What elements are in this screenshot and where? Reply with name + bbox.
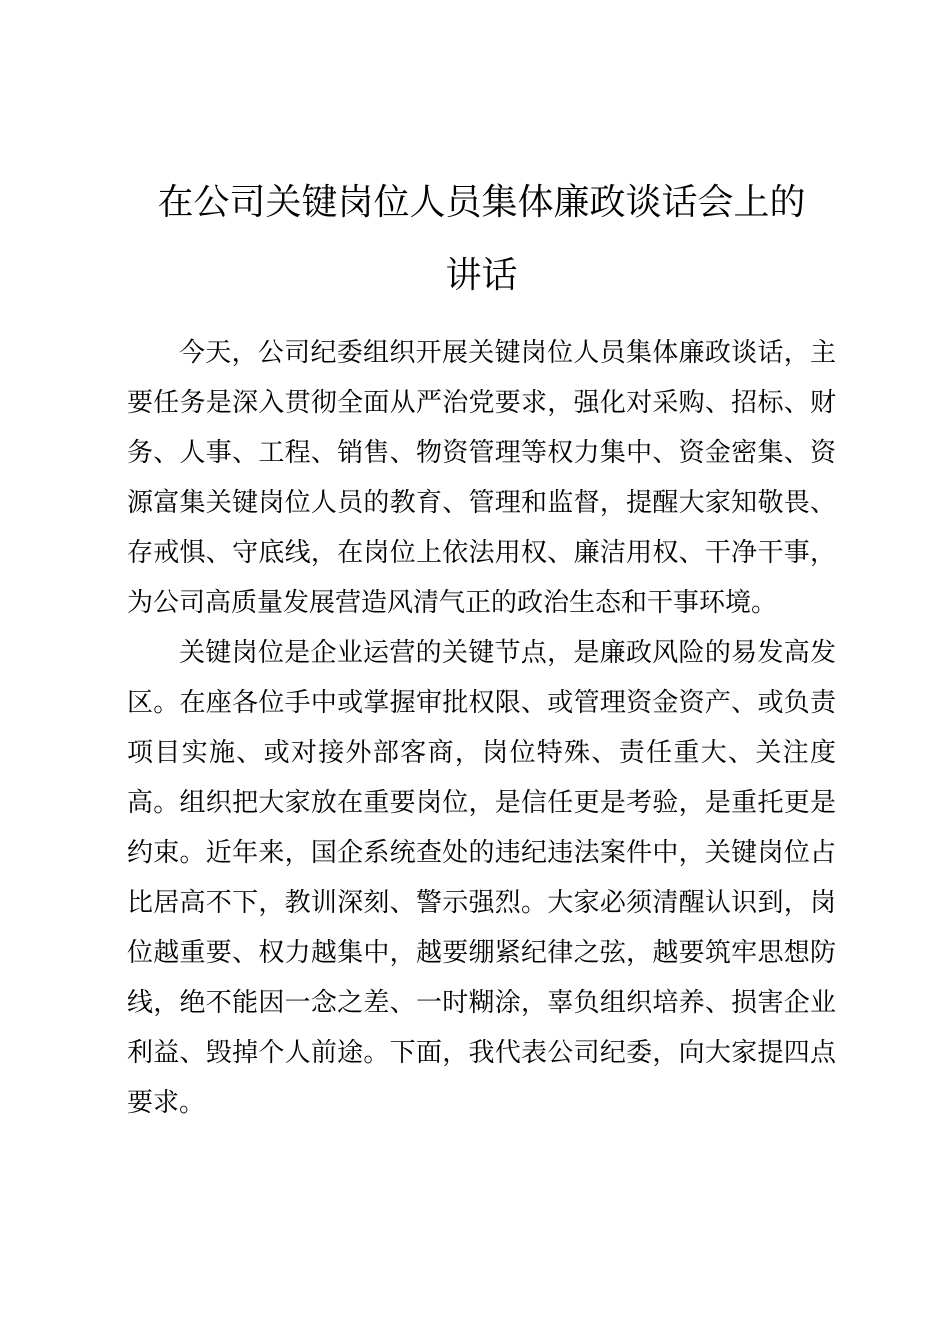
text-line: 高。组织把大家放在重要岗位，是信任更是考验，是重托更是 (127, 788, 836, 818)
text-line: 要求。 (127, 1088, 206, 1118)
text-line: 为公司高质量发展营造风清气正的政治生态和干事环境。 (127, 588, 778, 618)
title-line-1: 在公司关键岗位人员集体廉政谈话会上的 (157, 182, 806, 223)
text-line: 区。在座各位手中或掌握审批权限、或管理资金资产、或负责 (127, 688, 836, 718)
paragraph (127, 628, 836, 1128)
document-body (127, 328, 836, 1128)
text-line: 务、人事、工程、销售、物资管理等权力集中、资金密集、资 (127, 438, 836, 468)
text-line: 线，绝不能因一念之差、一时糊涂，辜负组织培养、损害企业 (127, 988, 836, 1018)
text-line: 利益、毁掉个人前途。下面，我代表公司纪委，向大家提四点 (127, 1038, 836, 1068)
text-line: 存戒惧、守底线，在岗位上依法用权、廉洁用权、干净干事， (127, 538, 836, 568)
text-line: 项目实施、或对接外部客商，岗位特殊、责任重大、关注度 (127, 738, 836, 768)
text-line: 位越重要、权力越集中，越要绷紧纪律之弦，越要筑牢思想防 (127, 938, 836, 968)
text-line: 今天，公司纪委组织开展关键岗位人员集体廉政谈话，主 (179, 338, 836, 368)
text-line: 比居高不下，教训深刻、警示强烈。大家必须清醒认识到，岗 (127, 888, 836, 918)
title-line-2: 讲话 (445, 255, 518, 296)
text-line: 关键岗位是企业运营的关键节点，是廉政风险的易发高发 (179, 638, 836, 668)
text-line: 要任务是深入贯彻全面从严治党要求，强化对采购、招标、财 (127, 388, 836, 418)
document-title (127, 166, 836, 312)
text-line: 约束。近年来，国企系统查处的违纪违法案件中，关键岗位占 (127, 838, 836, 868)
text-line: 源富集关键岗位人员的教育、管理和监督，提醒大家知敬畏、 (127, 488, 836, 518)
paragraph (127, 328, 836, 628)
